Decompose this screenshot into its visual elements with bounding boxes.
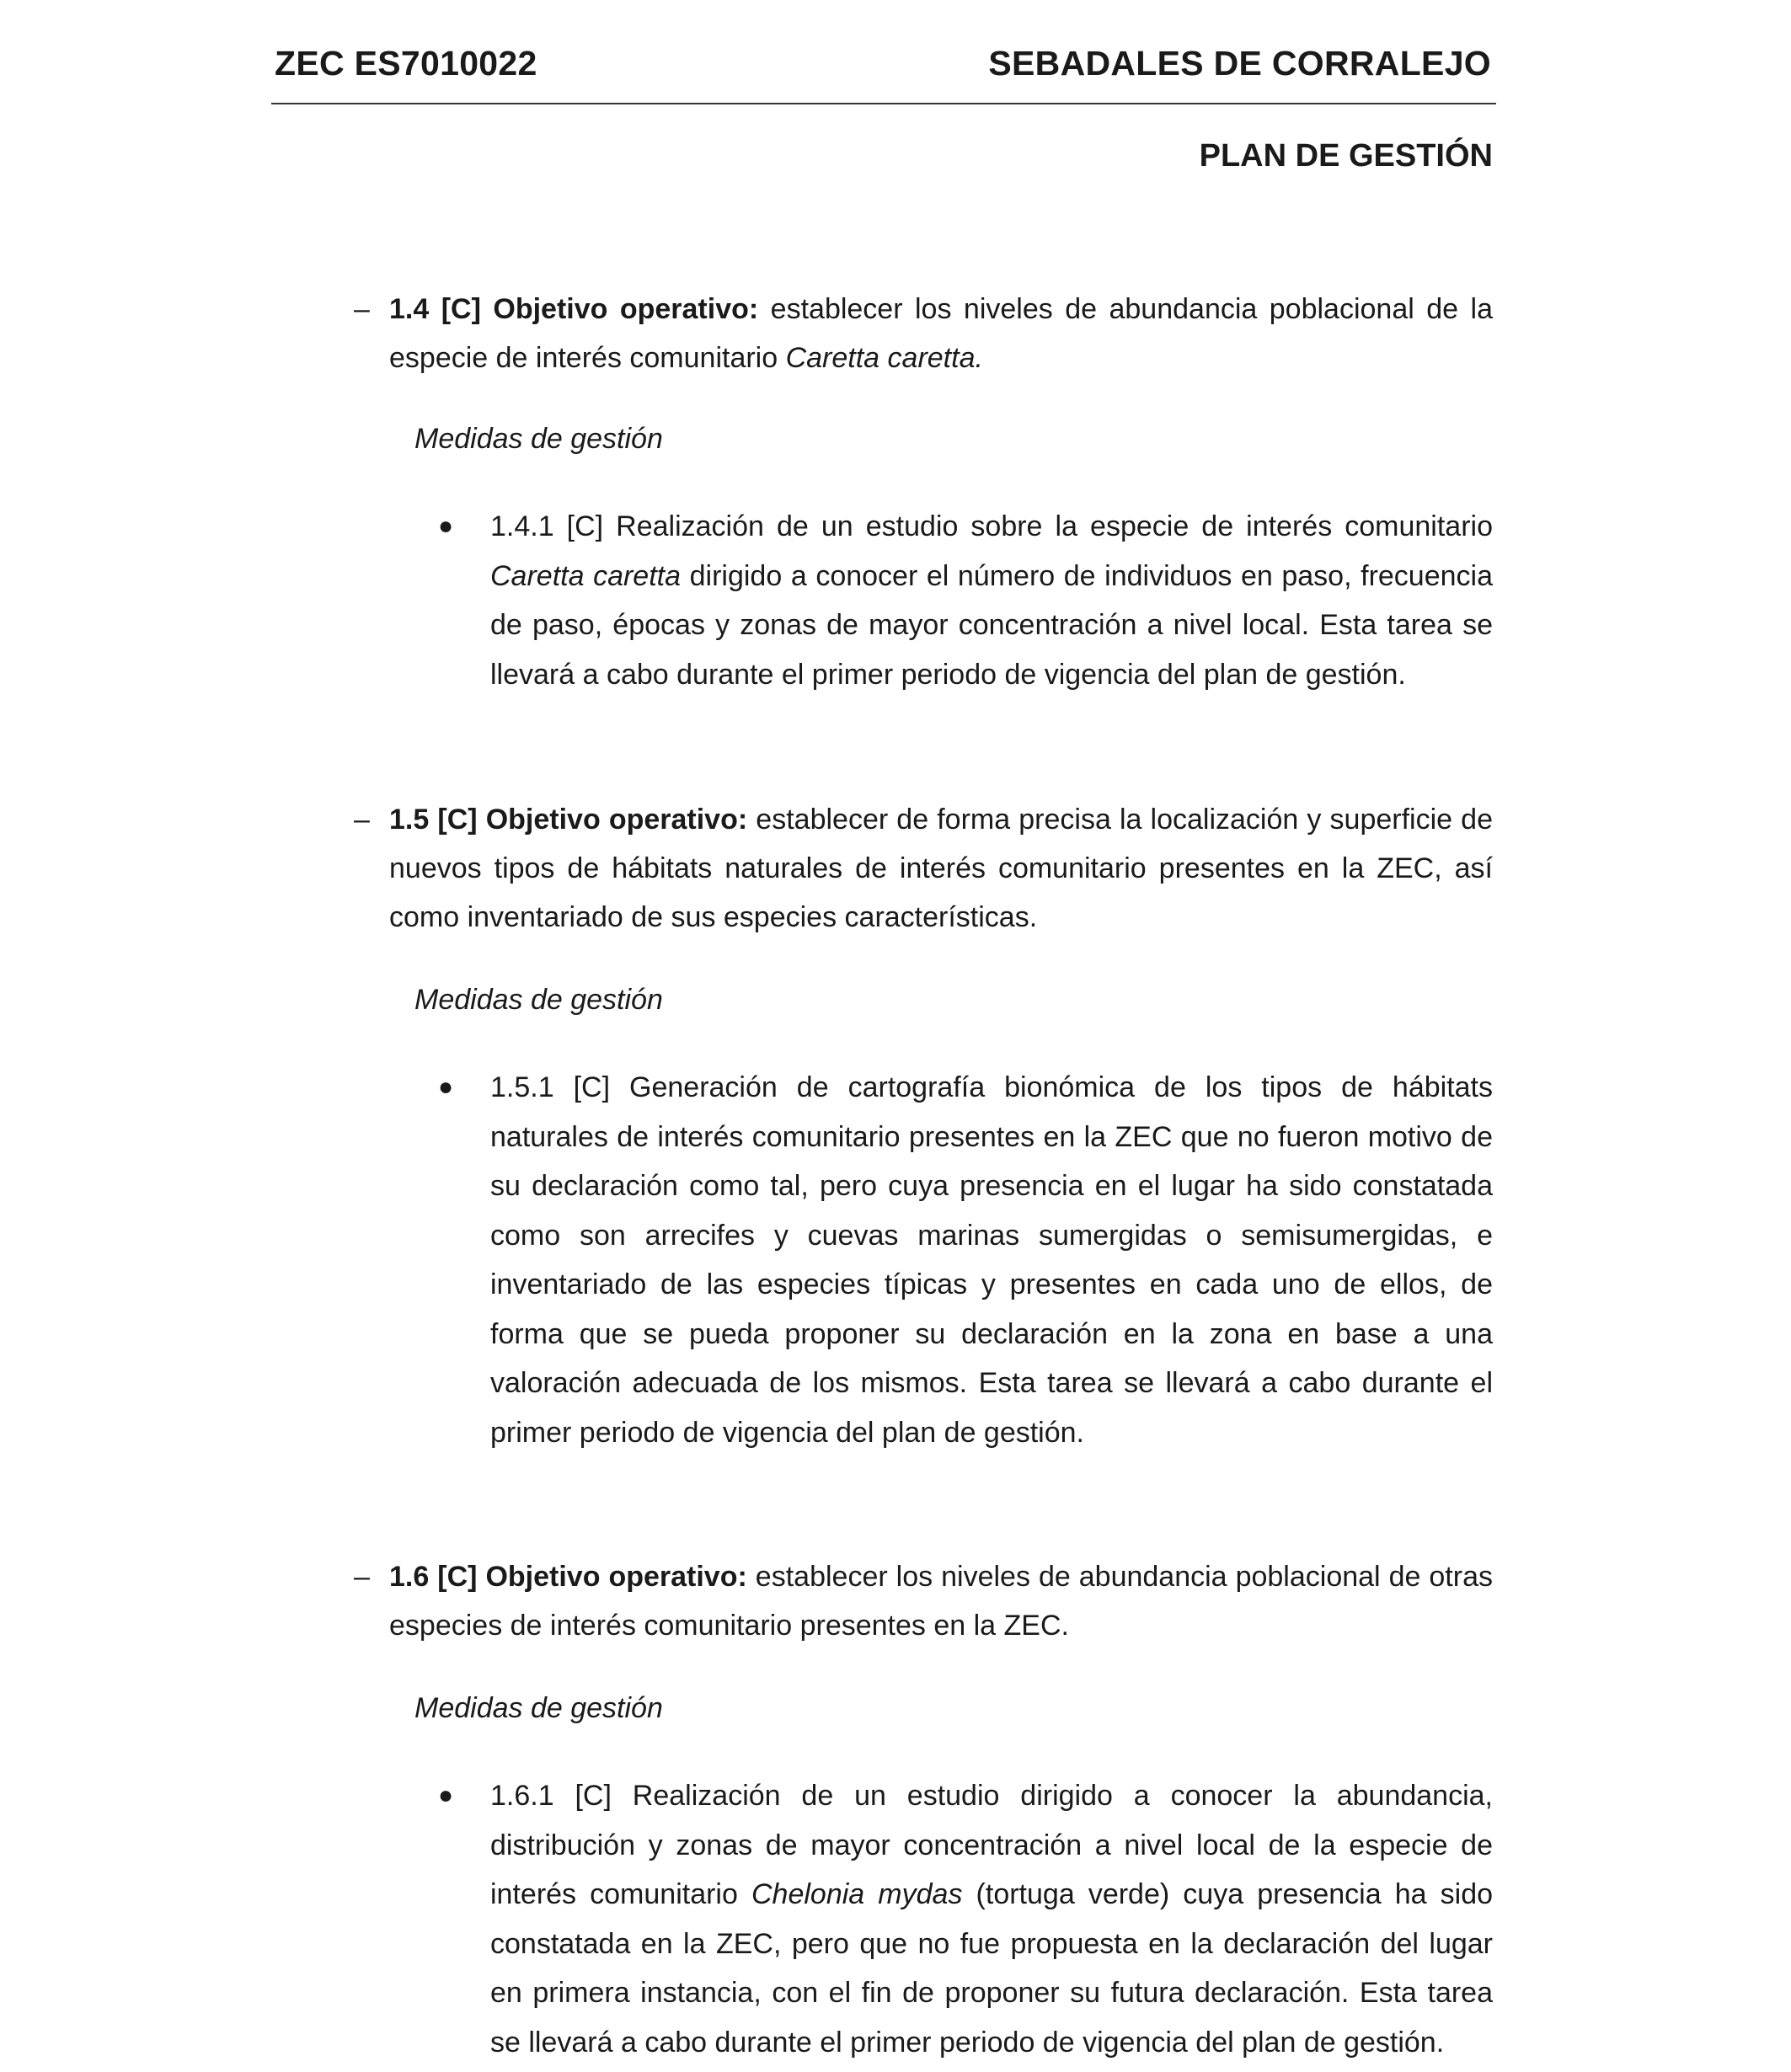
measure-text-cont: dirigido a conocer el número de individuos en paso, frecuencia de paso, épocas y zonas de mayor concentración a nivel local. Esta tarea se llevará a cabo durante el primer periodo de vigencia del plan de gestión. bbox=[490, 559, 1493, 691]
measure-species: Caretta caretta bbox=[490, 559, 682, 592]
objective-text: establecer de forma precisa la localización y superficie de nuevos tipos de hábitats naturales de interés comunitario presentes en la ZEC, así como inventariado de sus especies características. bbox=[389, 804, 1493, 933]
objective-1-4 bbox=[354, 285, 1493, 382]
measure-text: 1.6.1 [C] Realización de un estudio dirigido a conocer la abundancia, distribución y zonas de mayor concentración a nivel local de la especie de interés comunitario bbox=[490, 1780, 1493, 1910]
measures-title-1-4: Medidas de gestión bbox=[414, 423, 663, 455]
header-site-name: SEBADALES DE CORRALEJO bbox=[988, 44, 1491, 83]
dash-marker: – bbox=[354, 293, 370, 325]
dash-marker: – bbox=[354, 804, 370, 836]
objective-species: Caretta caretta. bbox=[785, 342, 983, 374]
measures-title-1-6: Medidas de gestión bbox=[414, 1692, 663, 1724]
objective-text: establecer los niveles de abundancia poblacional de la especie de interés comunitario bbox=[389, 293, 1493, 374]
objective-label: 1.6 [C] Objetivo operativo: bbox=[389, 1561, 747, 1593]
bullet-marker: ● bbox=[438, 1073, 454, 1101]
measure-text-cont: (tortuga verde) cuya presencia ha sido constatada en la ZEC, pero que no fue propuesta en la declaración del lugar en primera instancia, con el fin de proponer su futura declaración. Esta tarea se llevará a cabo durante el primer periodo de vigencia del plan de gestión. bbox=[490, 1878, 1494, 2059]
objective-1-6 bbox=[354, 1552, 1493, 1650]
objective-label: 1.4 [C] Objetivo operativo: bbox=[389, 293, 759, 325]
measure-1-4-1 bbox=[438, 502, 1493, 699]
plan-title: PLAN DE GESTIÓN bbox=[1199, 138, 1493, 174]
header-site-code: ZEC ES7010022 bbox=[275, 44, 537, 83]
measure-1-6-1 bbox=[438, 1771, 1494, 2067]
measure-text: 1.4.1 [C] Realización de un estudio sobre la especie de interés comunitario bbox=[490, 510, 1493, 542]
bullet-marker: ● bbox=[438, 1781, 454, 1809]
measure-1-5-1 bbox=[438, 1063, 1493, 1457]
measure-text: 1.5.1 [C] Generación de cartografía bionómica de los tipos de hábitats naturales de interés comunitario presentes en la ZEC que no fueron motivo de su declaración como tal, pero cuya presencia en el lugar ha sido constatada como son arrecifes y cuevas marinas sumergidas o semisumergidas, e inventariado de las especies típicas y presentes en cada uno de ellos, de forma que se pueda proponer su declaración en la zona en base a una valoración adecuada de los mismos. Esta tarea se llevará a cabo durante el primer periodo de vigencia del plan de gestión. bbox=[490, 1071, 1493, 1449]
measures-title-1-5: Medidas de gestión bbox=[414, 984, 663, 1016]
bullet-marker: ● bbox=[438, 512, 454, 540]
dash-marker: – bbox=[354, 1561, 370, 1593]
objective-1-5 bbox=[354, 795, 1493, 942]
objective-label: 1.5 [C] Objetivo operativo: bbox=[389, 804, 748, 836]
page-header bbox=[271, 35, 1496, 104]
objective-text: establecer los niveles de abundancia poblacional de otras especies de interés comunitario presentes en la ZEC. bbox=[389, 1561, 1493, 1642]
measure-species: Chelonia mydas bbox=[751, 1878, 963, 1910]
